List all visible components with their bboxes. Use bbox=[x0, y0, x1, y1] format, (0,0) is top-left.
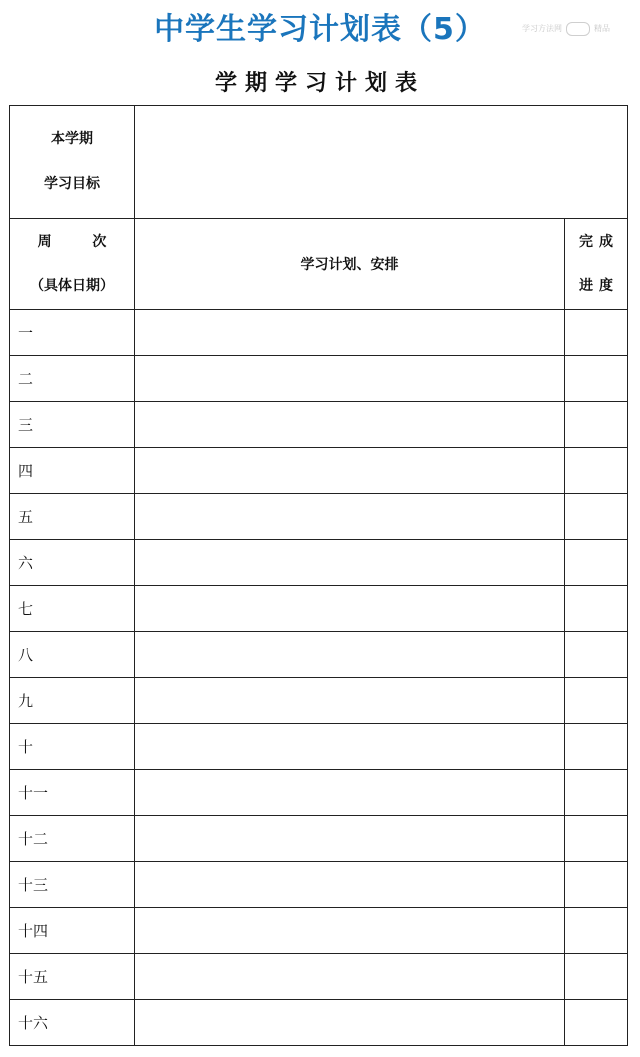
week-label: 四 bbox=[10, 448, 135, 494]
progress-cell[interactable] bbox=[565, 494, 628, 540]
table-title: 学期学习计划表 bbox=[214, 71, 425, 96]
week-label: 十三 bbox=[10, 862, 135, 908]
table-row bbox=[10, 1000, 628, 1046]
table-row bbox=[10, 678, 628, 724]
progress-header-cell bbox=[565, 219, 628, 310]
table-row bbox=[10, 402, 628, 448]
goal-label-line1: 本学期 bbox=[51, 131, 93, 147]
week-header-line2: （具体日期） bbox=[30, 278, 114, 294]
page-title: 中学生学习计划表（5） bbox=[154, 12, 486, 47]
watermark bbox=[522, 22, 610, 36]
progress-cell[interactable] bbox=[565, 862, 628, 908]
goal-label-line2: 学习目标 bbox=[44, 176, 100, 192]
watermark-logo-icon bbox=[566, 22, 590, 36]
progress-cell[interactable] bbox=[565, 954, 628, 1000]
plan-cell[interactable] bbox=[135, 770, 565, 816]
plan-cell[interactable] bbox=[135, 586, 565, 632]
watermark-tag: 精品 bbox=[594, 24, 610, 33]
week-label: 五 bbox=[10, 494, 135, 540]
plan-cell[interactable] bbox=[135, 310, 565, 356]
table-row bbox=[10, 770, 628, 816]
plan-cell[interactable] bbox=[135, 632, 565, 678]
table-row bbox=[10, 310, 628, 356]
plan-cell[interactable] bbox=[135, 816, 565, 862]
week-label: 十 bbox=[10, 724, 135, 770]
week-label: 九 bbox=[10, 678, 135, 724]
plan-cell[interactable] bbox=[135, 1000, 565, 1046]
week-label: 八 bbox=[10, 632, 135, 678]
plan-cell[interactable] bbox=[135, 494, 565, 540]
table-row bbox=[10, 448, 628, 494]
week-label: 七 bbox=[10, 586, 135, 632]
plan-cell[interactable] bbox=[135, 402, 565, 448]
progress-cell[interactable] bbox=[565, 816, 628, 862]
progress-cell[interactable] bbox=[565, 908, 628, 954]
progress-header-line1: 完成 bbox=[579, 234, 619, 250]
table-row bbox=[10, 908, 628, 954]
table-row bbox=[10, 586, 628, 632]
progress-cell[interactable] bbox=[565, 770, 628, 816]
week-label: 一 bbox=[10, 310, 135, 356]
goal-input-cell[interactable] bbox=[135, 106, 628, 219]
table-row bbox=[10, 724, 628, 770]
plan-cell[interactable] bbox=[135, 448, 565, 494]
week-label: 十一 bbox=[10, 770, 135, 816]
study-plan-table bbox=[9, 105, 628, 1046]
progress-cell[interactable] bbox=[565, 1000, 628, 1046]
table-row bbox=[10, 862, 628, 908]
progress-cell[interactable] bbox=[565, 356, 628, 402]
plan-header-cell: 学习计划、安排 bbox=[135, 219, 565, 310]
week-header-cell bbox=[10, 219, 135, 310]
plan-cell[interactable] bbox=[135, 862, 565, 908]
plan-cell[interactable] bbox=[135, 678, 565, 724]
week-label: 十五 bbox=[10, 954, 135, 1000]
week-header-line1: 周 次 bbox=[37, 234, 125, 250]
table-row bbox=[10, 954, 628, 1000]
week-label: 三 bbox=[10, 402, 135, 448]
week-label: 十二 bbox=[10, 816, 135, 862]
watermark-text: 学习方法网 bbox=[522, 24, 562, 33]
goal-row bbox=[10, 106, 628, 219]
progress-cell[interactable] bbox=[565, 540, 628, 586]
progress-cell[interactable] bbox=[565, 310, 628, 356]
plan-cell[interactable] bbox=[135, 540, 565, 586]
progress-cell[interactable] bbox=[565, 724, 628, 770]
progress-header-line2: 进度 bbox=[579, 278, 619, 294]
progress-cell[interactable] bbox=[565, 632, 628, 678]
table-row bbox=[10, 816, 628, 862]
goal-label-cell bbox=[10, 106, 135, 219]
plan-cell[interactable] bbox=[135, 724, 565, 770]
week-label: 二 bbox=[10, 356, 135, 402]
progress-cell[interactable] bbox=[565, 678, 628, 724]
progress-cell[interactable] bbox=[565, 448, 628, 494]
progress-cell[interactable] bbox=[565, 586, 628, 632]
table-row bbox=[10, 494, 628, 540]
table-row bbox=[10, 356, 628, 402]
week-label: 十四 bbox=[10, 908, 135, 954]
week-label: 十六 bbox=[10, 1000, 135, 1046]
plan-cell[interactable] bbox=[135, 908, 565, 954]
table-header-row bbox=[10, 219, 628, 310]
plan-cell[interactable] bbox=[135, 356, 565, 402]
table-row bbox=[10, 632, 628, 678]
table-row bbox=[10, 540, 628, 586]
progress-cell[interactable] bbox=[565, 402, 628, 448]
plan-cell[interactable] bbox=[135, 954, 565, 1000]
week-label: 六 bbox=[10, 540, 135, 586]
